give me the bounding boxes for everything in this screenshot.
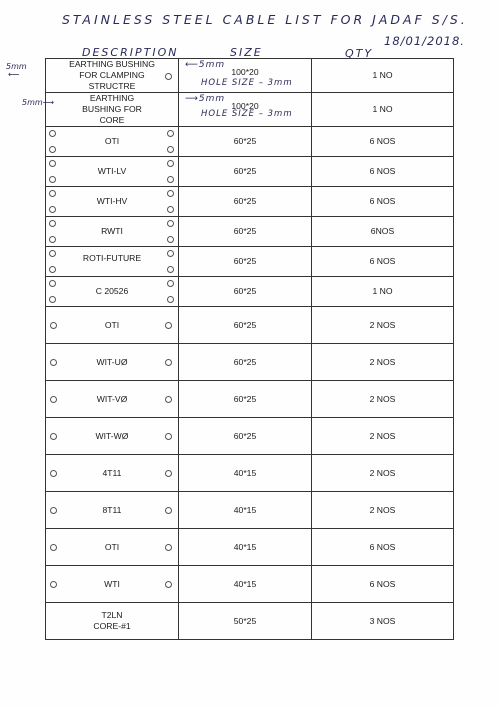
desc-cell xyxy=(46,93,179,127)
desc-cell xyxy=(46,59,179,93)
desc-text: C 20526 xyxy=(95,286,129,296)
table-row xyxy=(46,381,454,418)
size-cell: 40*15 xyxy=(179,566,312,603)
qty-cell: 2 NOS xyxy=(312,307,454,344)
qty-cell: 1 NO xyxy=(312,59,454,93)
qty-cell: 1 NO xyxy=(312,93,454,127)
qty-cell: 2 NOS xyxy=(312,344,454,381)
hole-circle-icon xyxy=(49,206,56,213)
table-row xyxy=(46,59,454,93)
hole-circle-icon xyxy=(49,160,56,167)
hole-circle-icon xyxy=(165,359,172,366)
size-cell: 60*25 xyxy=(179,418,312,455)
size-cell: 60*25 xyxy=(179,307,312,344)
hole-circle-icon xyxy=(167,146,174,153)
size-cell: 60*25 xyxy=(179,187,312,217)
hole-circle-icon xyxy=(49,280,56,287)
hole-circle-icon xyxy=(167,190,174,197)
size-text: 100*20 xyxy=(231,101,259,111)
desc-text: 8T11 xyxy=(102,504,122,515)
hole-circle-icon xyxy=(167,280,174,287)
size-cell: 60*25 xyxy=(179,277,312,307)
table-row xyxy=(46,307,454,344)
hole-circle-icon xyxy=(167,130,174,137)
hole-circle-icon xyxy=(50,544,57,551)
desc-cell xyxy=(46,344,179,381)
table-row xyxy=(46,455,454,492)
desc-text: EARTHING BUSHING FOR CLAMPING STRUCTRE xyxy=(69,59,155,91)
size-cell: 40*15 xyxy=(179,455,312,492)
hole-circle-icon xyxy=(167,206,174,213)
hole-circle-icon xyxy=(167,296,174,303)
qty-cell: 2 NOS xyxy=(312,455,454,492)
desc-text: 4T11 xyxy=(102,467,122,478)
hole-circle-icon xyxy=(50,359,57,366)
size-note-hole: HOLE SIZE – 3mm xyxy=(201,109,293,119)
size-cell xyxy=(179,59,312,93)
hole-circle-icon xyxy=(49,236,56,243)
hole-circle-icon xyxy=(50,322,57,329)
table-row xyxy=(46,418,454,455)
hole-circle-icon xyxy=(165,544,172,551)
size-cell: 60*25 xyxy=(179,217,312,247)
size-cell: 60*25 xyxy=(179,157,312,187)
desc-cell xyxy=(46,566,179,603)
hole-circle-icon xyxy=(167,176,174,183)
desc-cell xyxy=(46,127,179,157)
hole-circle-icon xyxy=(50,433,57,440)
desc-cell xyxy=(46,187,179,217)
qty-cell: 3 NOS xyxy=(312,603,454,640)
table-row xyxy=(46,603,454,640)
table-row xyxy=(46,492,454,529)
qty-cell: 6 NOS xyxy=(312,529,454,566)
qty-cell: 1 NO xyxy=(312,277,454,307)
qty-cell: 6NOS xyxy=(312,217,454,247)
hole-circle-icon xyxy=(50,396,57,403)
size-cell: 40*15 xyxy=(179,492,312,529)
table-row xyxy=(46,157,454,187)
size-cell: 50*25 xyxy=(179,603,312,640)
desc-text: WIT-UØ xyxy=(96,356,128,367)
desc-cell xyxy=(46,455,179,492)
table-row xyxy=(46,93,454,127)
table-row xyxy=(46,344,454,381)
size-note-hole: HOLE SIZE – 3mm xyxy=(201,78,293,88)
desc-text: OTI xyxy=(104,136,120,146)
desc-text: WIT-WØ xyxy=(95,430,129,441)
desc-cell xyxy=(46,529,179,566)
hole-circle-icon xyxy=(49,296,56,303)
hole-circle-icon xyxy=(165,433,172,440)
hole-circle-icon xyxy=(165,507,172,514)
qty-cell: 2 NOS xyxy=(312,418,454,455)
margin-note-5mm-arrow: 5mm⟶ xyxy=(22,98,55,107)
desc-cell xyxy=(46,277,179,307)
hole-circle-icon xyxy=(165,470,172,477)
margin-note-5mm: 5mm xyxy=(6,62,27,71)
hole-circle-icon xyxy=(49,190,56,197)
size-cell: 60*25 xyxy=(179,381,312,418)
desc-text: WTI-LV xyxy=(97,166,127,176)
qty-cell: 6 NOS xyxy=(312,127,454,157)
table-row xyxy=(46,566,454,603)
qty-cell: 6 NOS xyxy=(312,157,454,187)
desc-cell xyxy=(46,157,179,187)
desc-text: WIT-VØ xyxy=(96,393,128,404)
qty-cell: 6 NOS xyxy=(312,247,454,277)
desc-cell xyxy=(46,247,179,277)
table-row xyxy=(46,187,454,217)
size-note-5mm: ⟶5mm xyxy=(185,94,226,104)
hole-circle-icon xyxy=(50,581,57,588)
qty-cell: 2 NOS xyxy=(312,381,454,418)
desc-line-1: T2LN xyxy=(101,610,123,620)
hole-circle-icon xyxy=(50,470,57,477)
table-row xyxy=(46,277,454,307)
size-cell: 60*25 xyxy=(179,127,312,157)
desc-text: WTI xyxy=(104,578,120,589)
size-cell: 60*25 xyxy=(179,247,312,277)
qty-cell: 2 NOS xyxy=(312,492,454,529)
header-size: SIZE xyxy=(230,46,263,59)
hole-circle-icon xyxy=(167,250,174,257)
desc-cell xyxy=(46,418,179,455)
document-date: 18/01/2018. xyxy=(384,34,465,48)
table-row xyxy=(46,217,454,247)
hole-circle-icon xyxy=(167,236,174,243)
margin-arrow: ⟵ xyxy=(8,70,20,79)
desc-line-2: CORE-#1 xyxy=(93,621,131,631)
size-text: 100*20 xyxy=(231,67,259,77)
table-row xyxy=(46,529,454,566)
size-cell: 40*15 xyxy=(179,529,312,566)
hole-circle-icon xyxy=(165,581,172,588)
desc-text: OTI xyxy=(104,541,120,552)
hole-circle-icon xyxy=(167,160,174,167)
desc-cell xyxy=(46,217,179,247)
desc-cell xyxy=(46,307,179,344)
desc-text: RWTI xyxy=(101,226,123,236)
desc-text: OTI xyxy=(104,319,120,330)
hole-circle-icon xyxy=(167,266,174,273)
table-row xyxy=(46,127,454,157)
desc-cell xyxy=(46,603,179,640)
size-cell xyxy=(179,93,312,127)
size-cell: 60*25 xyxy=(179,344,312,381)
hole-circle-icon xyxy=(165,322,172,329)
qty-cell: 6 NOS xyxy=(312,566,454,603)
header-qty: QTY xyxy=(345,47,374,60)
hole-circle-icon xyxy=(49,266,56,273)
table-row xyxy=(46,247,454,277)
desc-text: EARTHING BUSHING FOR CORE xyxy=(82,93,142,125)
hole-circle-icon xyxy=(165,73,172,80)
hole-circle-icon xyxy=(49,220,56,227)
hole-circle-icon xyxy=(49,130,56,137)
hole-circle-icon xyxy=(165,396,172,403)
hole-circle-icon xyxy=(49,250,56,257)
hole-circle-icon xyxy=(49,146,56,153)
hole-circle-icon xyxy=(167,220,174,227)
header-description: DESCRIPTION xyxy=(82,46,179,59)
size-note-5mm: ⟵5mm xyxy=(185,60,226,70)
document-title: STAINLESS STEEL CABLE LIST FOR JADAF S/S. xyxy=(62,12,468,27)
desc-text: WTI-HV xyxy=(96,196,128,206)
hole-circle-icon xyxy=(49,176,56,183)
cable-list-table xyxy=(45,58,454,640)
desc-text: ROTI-FUTURE xyxy=(82,253,142,263)
desc-cell xyxy=(46,381,179,418)
hole-circle-icon xyxy=(50,507,57,514)
desc-cell xyxy=(46,492,179,529)
qty-cell: 6 NOS xyxy=(312,187,454,217)
